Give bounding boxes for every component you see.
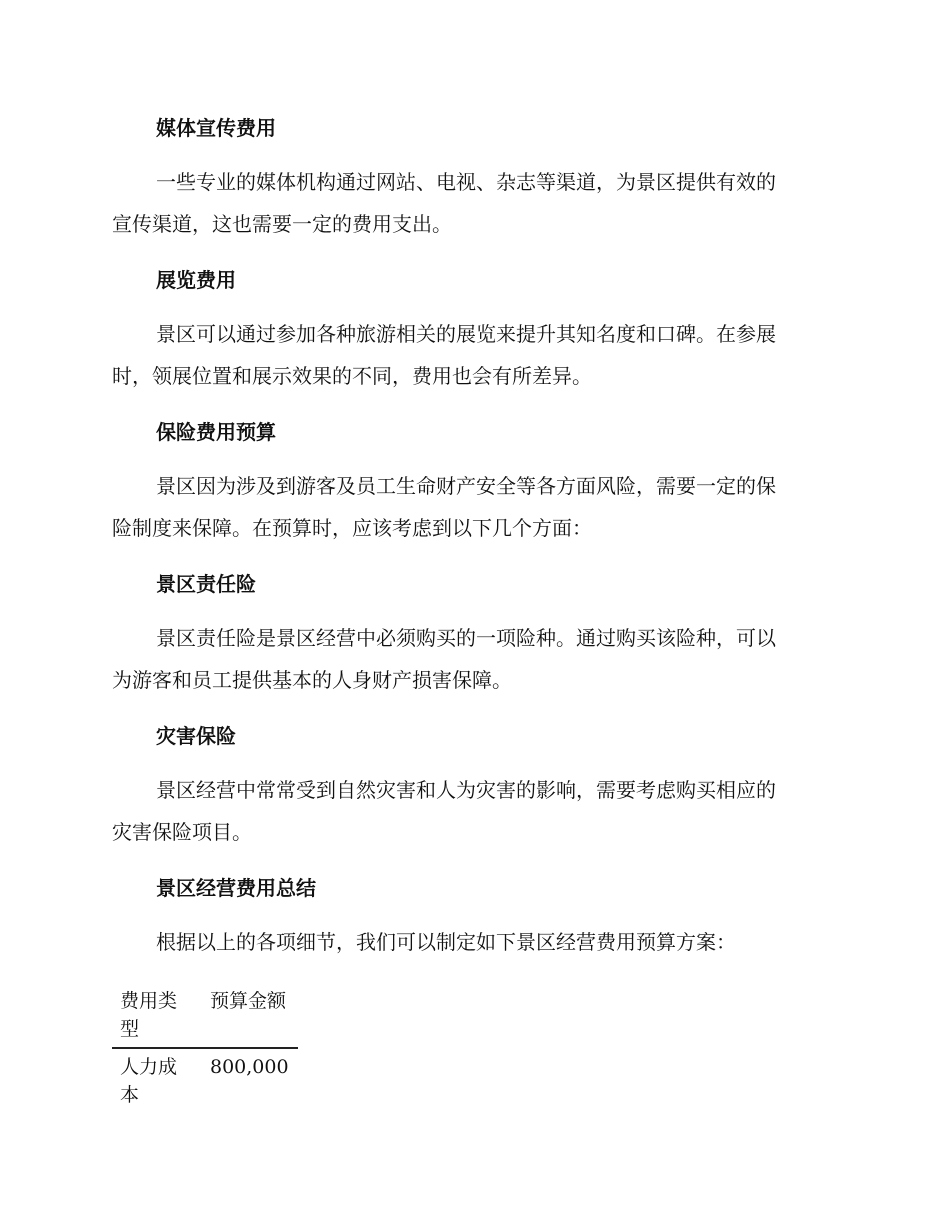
budget-table [112,983,298,1113]
section-paragraph-exhibition [112,313,832,397]
column-header-budget-amount: 预算金额 [202,983,298,1048]
section-heading-liability: 景区责任险 [156,572,256,596]
paragraph-line: 根据以上的各项细节，我们可以制定如下景区经营费用预算方案： [156,930,736,954]
section-heading-insurance-budget: 保险费用预算 [156,420,276,444]
paragraph-line: 景区经营中常常受到自然灾害和人为灾害的影响，需要考虑购买相应的 [156,778,776,802]
section-heading-media: 媒体宣传费用 [156,116,276,140]
table-row [112,1048,298,1113]
section-paragraph-media [112,161,832,245]
paragraph-line: 宣传渠道，这也需要一定的费用支出。 [112,212,452,236]
paragraph-line: 景区责任险是景区经营中必须购买的一项险种。通过购买该险种，可以 [156,626,776,650]
section-paragraph-insurance-budget [112,465,832,549]
section-heading-exhibition: 展览费用 [156,268,236,292]
table-cell-cost-type: 人力成本 [120,1056,178,1106]
paragraph-line: 景区可以通过参加各种旅游相关的展览来提升其知名度和口碑。在参展 [156,322,776,346]
paragraph-line: 一些专业的媒体机构通过网站、电视、杂志等渠道，为景区提供有效的 [156,170,776,194]
section-paragraph-liability [112,617,832,701]
section-paragraph-disaster [112,769,832,853]
section-heading-disaster: 灾害保险 [156,724,236,748]
section-heading-summary: 景区经营费用总结 [156,876,316,900]
paragraph-line: 景区因为涉及到游客及员工生命财产安全等各方面风险，需要一定的保 [156,474,776,498]
paragraph-line: 险制度来保障。在预算时，应该考虑到以下几个方面： [112,516,592,540]
column-header-cost-type: 费用类型 [112,983,202,1048]
table-header-row [112,983,298,1048]
paragraph-line: 灾害保险项目。 [112,820,252,844]
table-cell-budget-amount: 800,000 [210,1056,289,1078]
paragraph-line: 为游客和员工提供基本的人身财产损害保障。 [112,668,512,692]
paragraph-line: 时，领展位置和展示效果的不同，费用也会有所差异。 [112,364,592,388]
section-paragraph-summary [112,921,832,963]
